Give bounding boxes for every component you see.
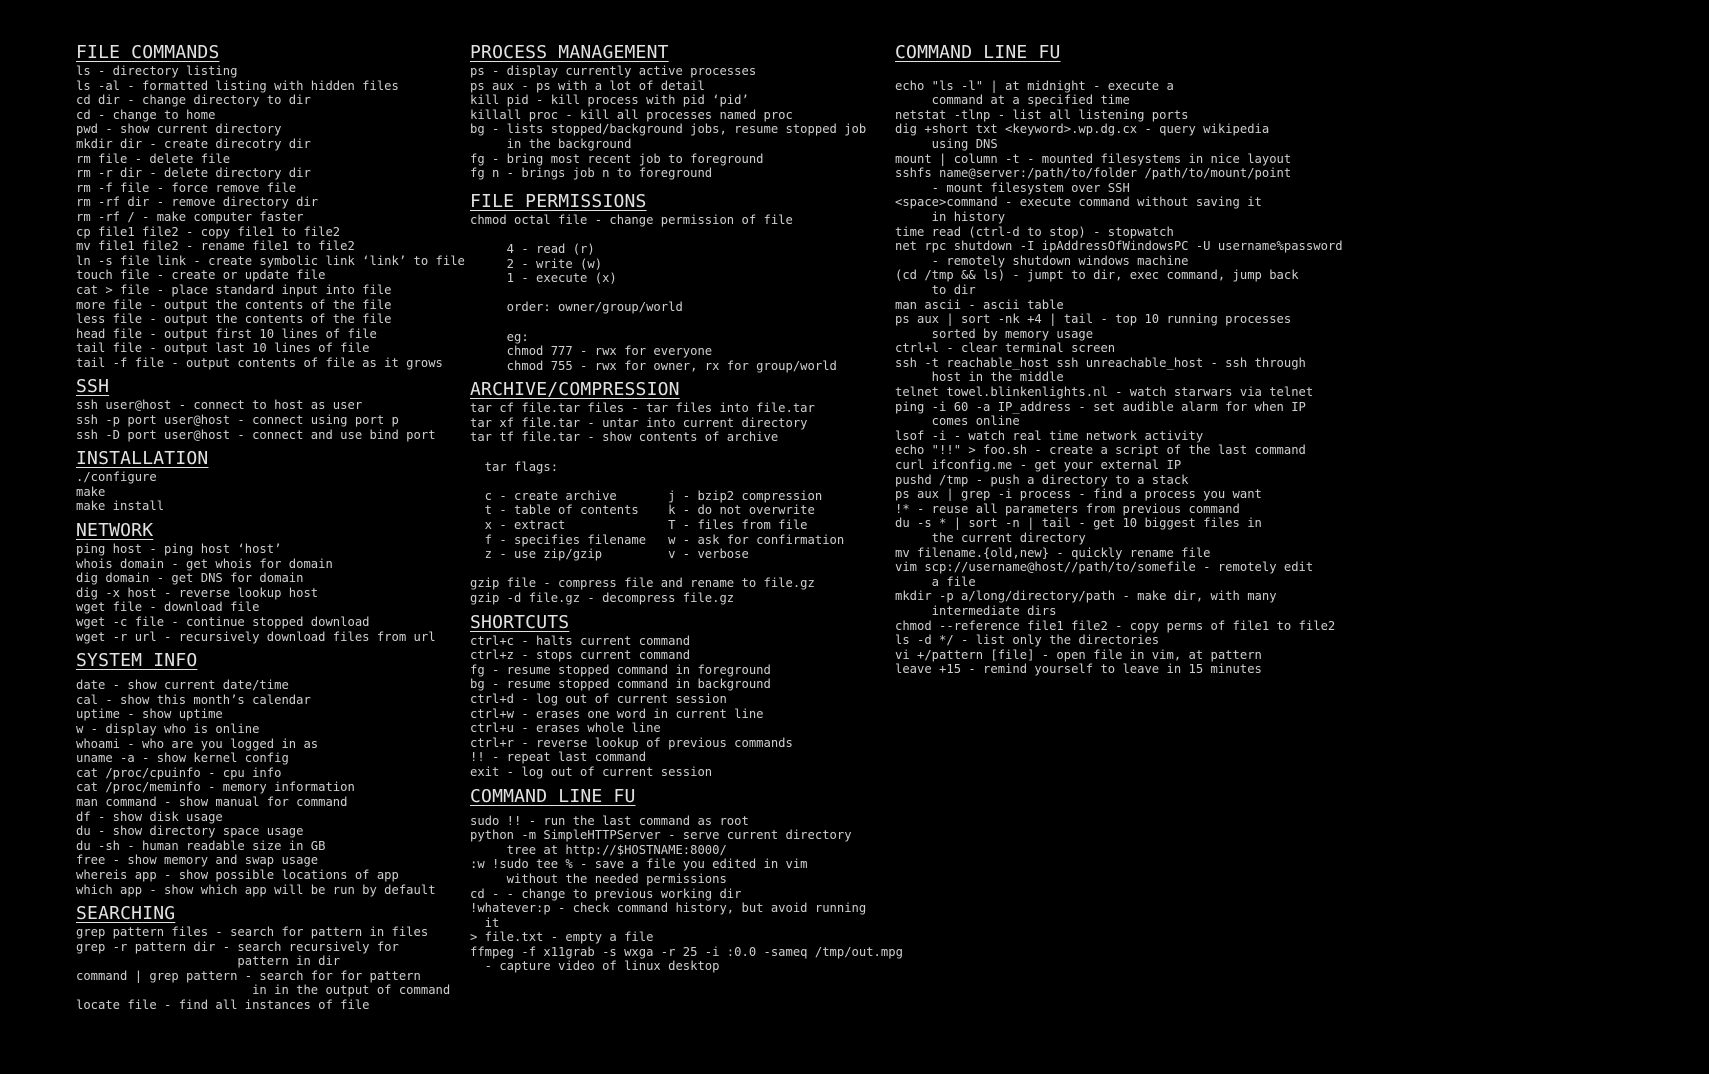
file-commands-heading: FILE COMMANDS: [76, 42, 220, 63]
text-line: :w !sudo tee % - save a file you edited in vim: [470, 857, 808, 872]
file-permissions-lines: [470, 213, 900, 374]
text-line: intermediate dirs: [895, 603, 1057, 618]
process-management-section: [470, 42, 900, 181]
column-right: [895, 42, 1455, 677]
text-line: gzip -d file.gz - decompress file.gz: [470, 591, 735, 605]
command-line-fu-section-middle: [470, 785, 903, 975]
text-line: [470, 474, 900, 489]
text-line: man ascii - ascii table: [895, 297, 1064, 312]
text-line: netstat -tlnp - list all listening ports: [895, 107, 1189, 122]
text-line: 2 - write (w): [470, 256, 603, 271]
text-line: ctrl+u - erases whole line: [470, 721, 661, 736]
text-line: time read (ctrl-d to stop) - stopwatch: [895, 224, 1174, 239]
ssh-lines: [76, 398, 466, 442]
text-line: it: [470, 915, 500, 930]
text-line: pushd /tmp - push a directory to a stack: [895, 472, 1189, 487]
text-line: du -sh - human readable size in GB: [76, 838, 326, 853]
text-line: mkdir dir - create direcotry dir: [76, 136, 311, 151]
text-line: tree at http://$HOSTNAME:8000/: [470, 842, 727, 857]
text-line: whois domain - get whois for domain: [76, 556, 333, 571]
text-line: in history: [895, 209, 1006, 224]
text-line: ssh -p port user@host - connect using port p: [76, 413, 399, 428]
ssh-section: [76, 376, 466, 442]
text-line: ps - display currently active processes: [470, 64, 757, 78]
text-line: comes online: [895, 414, 1020, 429]
command-line-fu-lines-middle: [470, 813, 903, 975]
text-line: ssh user@host - connect to host as user: [76, 398, 363, 413]
text-line: - mount filesystem over SSH: [895, 180, 1130, 195]
text-line: cd dir - change directory to dir: [76, 93, 311, 108]
text-line: chmod octal file - change permission of file: [470, 212, 793, 227]
text-line: ps aux - ps with a lot of detail: [470, 78, 705, 93]
text-line: tar cf file.tar files - tar files into file.tar: [470, 401, 815, 416]
text-line: make: [76, 484, 106, 499]
text-line: dig +short txt <keyword>.wp.dg.cx - query wikipedia: [895, 122, 1270, 137]
text-line: make install: [76, 499, 165, 514]
text-line: tail -f file - output contents of file as it grows: [76, 355, 443, 370]
text-line: cat /proc/cpuinfo - cpu info: [76, 765, 282, 780]
file-permissions-heading: FILE PERMISSIONS: [470, 190, 647, 212]
column-left: [76, 42, 466, 1013]
system-info-heading: SYSTEM INFO: [76, 650, 198, 672]
text-line: > file.txt - empty a file: [470, 930, 654, 945]
ssh-heading: SSH: [76, 376, 110, 398]
archive-heading: ARCHIVE/COMPRESSION: [470, 379, 680, 401]
text-line: chmod --reference file1 file2 - copy perms of file1 to file2: [895, 618, 1336, 633]
text-line: ps aux | sort -nk +4 | tail - top 10 running processes: [895, 312, 1292, 327]
text-line: head file - output first 10 lines of file: [76, 326, 377, 341]
command-line-fu-lines-right: [895, 64, 1455, 677]
text-line: cd - change to home: [76, 107, 216, 122]
text-line: echo "!!" > foo.sh - create a script of the last command: [895, 443, 1306, 458]
text-line: which app - show which app will be run by default: [76, 882, 436, 897]
text-line: !! - repeat last command: [470, 750, 647, 765]
text-line: wget file - download file: [76, 600, 260, 615]
text-line: c - create archive j - bzip2 compression: [470, 488, 823, 503]
text-line: to dir: [895, 282, 976, 297]
text-line: ssh -t reachable_host ssh unreachable_host - ssh through: [895, 355, 1306, 370]
network-lines: [76, 542, 466, 644]
text-line: - capture video of linux desktop: [470, 959, 720, 974]
text-line: mkdir -p a/long/directory/path - make dir, with many: [895, 589, 1277, 604]
text-line: cd - - change to previous working dir: [470, 886, 742, 901]
text-line: ls - directory listing: [76, 64, 238, 78]
text-line: vi +/pattern [file] - open file in vim, at pattern: [895, 647, 1262, 662]
archive-section: [470, 379, 900, 605]
text-line: sorted by memory usage: [895, 326, 1094, 341]
text-line: order: owner/group/world: [470, 300, 683, 315]
text-line: ctrl+w - erases one word in current line: [470, 706, 764, 721]
text-line: grep pattern files - search for pattern in files: [76, 925, 429, 940]
text-line: echo "ls -l" | at midnight - execute a: [895, 78, 1174, 93]
command-line-fu-section-right: [895, 42, 1455, 677]
file-permissions-section: [470, 191, 900, 374]
text-line: [470, 227, 900, 242]
text-line: (cd /tmp && ls) - jumpt to dir, exec command, jump back: [895, 268, 1299, 283]
process-management-lines: [470, 64, 900, 181]
command-line-fu-heading-middle: COMMAND LINE FU: [470, 785, 636, 807]
searching-lines: [76, 925, 466, 1013]
text-line: x - extract T - files from file: [470, 518, 808, 533]
text-line: [895, 64, 1455, 79]
text-line: [470, 286, 900, 301]
text-line: telnet towel.blinkenlights.nl - watch starwars via telnet: [895, 385, 1314, 400]
shortcuts-section: [470, 612, 900, 780]
text-line: rm file - delete file: [76, 151, 231, 166]
installation-lines: [76, 470, 466, 514]
archive-lines: [470, 401, 900, 605]
text-line: t - table of contents k - do not overwrite: [470, 503, 815, 518]
text-line: uname -a - show kernel config: [76, 751, 289, 766]
text-line: fg - resume stopped command in foreground: [470, 662, 771, 677]
text-line: dig domain - get DNS for domain: [76, 571, 304, 586]
text-line: ssh -D port user@host - connect and use bind port: [76, 427, 436, 442]
text-line: mv filename.{old,new} - quickly rename file: [895, 545, 1211, 560]
text-line: the current directory: [895, 531, 1086, 545]
text-line: ctrl+r - reverse lookup of previous commands: [470, 735, 793, 750]
system-info-lines: [76, 678, 466, 897]
text-line: ls -d */ - list only the directories: [895, 633, 1160, 648]
text-line: chmod 755 - rwx for owner, rx for group/world: [470, 358, 837, 373]
shortcuts-heading: SHORTCUTS: [470, 611, 570, 633]
text-line: cal - show this month’s calendar: [76, 692, 311, 707]
text-line: wget -c file - continue stopped download: [76, 615, 370, 629]
network-section: [76, 520, 466, 644]
text-line: du -s * | sort -n | tail - get 10 biggest files in: [895, 516, 1262, 531]
process-management-heading: PROCESS MANAGEMENT: [470, 42, 669, 63]
text-line: cp file1 file2 - copy file1 to file2: [76, 224, 341, 239]
text-line: cat /proc/meminfo - memory information: [76, 780, 355, 795]
text-line: sudo !! - run the last command as root: [470, 813, 749, 828]
text-line: eg:: [470, 329, 529, 344]
text-line: ctrl+z - stops current command: [470, 648, 691, 663]
text-line: bg - resume stopped command in background: [470, 677, 771, 692]
system-info-section: [76, 650, 466, 897]
text-line: 4 - read (r): [470, 241, 595, 256]
text-line: - remotely shutdown windows machine: [895, 253, 1189, 268]
text-line: mv file1 file2 - rename file1 to file2: [76, 239, 355, 254]
text-line: in in the output of command: [76, 983, 451, 998]
text-line: ctrl+l - clear terminal screen: [895, 341, 1116, 356]
searching-heading: SEARCHING: [76, 903, 176, 925]
text-line: pwd - show current directory: [76, 122, 282, 137]
text-line: grep -r pattern dir - search recursively for: [76, 939, 399, 954]
text-line: a file: [895, 574, 976, 589]
text-line: du - show directory space usage: [76, 824, 304, 839]
text-line: [470, 315, 900, 330]
text-line: in the background: [470, 136, 632, 151]
file-commands-lines: [76, 64, 466, 370]
text-line: host in the middle: [895, 370, 1064, 385]
text-line: without the needed permissions: [470, 871, 727, 886]
text-line: exit - log out of current session: [470, 764, 713, 779]
text-line: !* - reuse all parameters from previous command: [895, 501, 1240, 516]
text-line: [470, 445, 900, 460]
text-line: rm -rf / - make computer faster: [76, 209, 304, 224]
text-line: chmod 777 - rwx for everyone: [470, 344, 713, 359]
text-line: w - display who is online: [76, 721, 260, 736]
text-line: vim scp://username@host//path/to/somefile - remotely edit: [895, 560, 1314, 575]
text-line: tar xf file.tar - untar into current directory: [470, 415, 808, 430]
text-line: command | grep pattern - search for for pattern: [76, 968, 421, 983]
text-line: dig -x host - reverse lookup host: [76, 585, 319, 600]
text-line: rm -f file - force remove file: [76, 180, 297, 195]
installation-heading: INSTALLATION: [76, 448, 209, 470]
text-line: z - use zip/gzip v - verbose: [470, 547, 749, 562]
text-line: man command - show manual for command: [76, 794, 348, 809]
text-line: [470, 562, 900, 577]
text-line: ls -al - formatted listing with hidden files: [76, 78, 399, 93]
text-line: !whatever:p - check command history, but avoid running: [470, 901, 867, 916]
text-line: <space>command - execute command without saving it: [895, 195, 1262, 210]
text-line: tail file - output last 10 lines of file: [76, 341, 370, 356]
text-line: ln -s file link - create symbolic link ‘link’ to file: [76, 253, 465, 268]
text-line: lsof -i - watch real time network activity: [895, 428, 1204, 443]
text-line: leave +15 - remind yourself to leave in 15 minutes: [895, 662, 1262, 677]
text-line: less file - output the contents of the file: [76, 312, 392, 327]
installation-section: [76, 448, 466, 514]
text-line: curl ifconfig.me - get your external IP: [895, 458, 1182, 473]
text-line: ctrl+d - log out of current session: [470, 691, 727, 706]
text-line: whoami - who are you logged in as: [76, 736, 319, 751]
text-line: rm -rf dir - remove directory dir: [76, 195, 319, 210]
text-line: f - specifies filename w - ask for confirmation: [470, 532, 845, 547]
text-line: rm -r dir - delete directory dir: [76, 166, 311, 181]
text-line: sshfs name@server:/path/to/folder /path/to/mount/point: [895, 166, 1292, 181]
text-line: 1 - execute (x): [470, 271, 617, 286]
text-line: using DNS: [895, 136, 998, 151]
text-line: uptime - show uptime: [76, 707, 223, 722]
text-line: net rpc shutdown -I ipAddressOfWindowsPC -U username%password: [895, 239, 1343, 254]
text-line: ./configure: [76, 470, 157, 485]
text-line: command at a specified time: [895, 93, 1130, 108]
text-line: df - show disk usage: [76, 809, 223, 824]
text-line: tar flags:: [470, 459, 559, 474]
command-line-fu-heading-right: COMMAND LINE FU: [895, 42, 1061, 63]
text-line: ps aux | grep -i process - find a process you want: [895, 487, 1262, 502]
text-line: touch file - create or update file: [76, 268, 326, 283]
text-line: ping -i 60 -a IP_address - set audible alarm for when IP: [895, 399, 1306, 414]
text-line: bg - lists stopped/background jobs, resume stopped job: [470, 122, 867, 137]
column-middle: [470, 42, 903, 974]
text-line: killall proc - kill all processes named proc: [470, 107, 793, 122]
text-line: free - show memory and swap usage: [76, 853, 319, 868]
text-line: mount | column -t - mounted filesystems in nice layout: [895, 151, 1292, 166]
text-line: whereis app - show possible locations of app: [76, 867, 399, 882]
text-line: kill pid - kill process with pid ‘pid’: [470, 93, 749, 108]
text-line: cat > file - place standard input into file: [76, 282, 392, 297]
text-line: more file - output the contents of the file: [76, 297, 392, 312]
text-line: tar tf file.tar - show contents of archive: [470, 430, 779, 445]
text-line: python -m SimpleHTTPServer - serve current directory: [470, 828, 852, 843]
text-line: ping host - ping host ‘host’: [76, 542, 282, 557]
text-line: locate file - find all instances of file: [76, 998, 370, 1013]
file-commands-section: [76, 42, 466, 370]
text-line: gzip file - compress file and rename to file.gz: [470, 576, 815, 591]
network-heading: NETWORK: [76, 520, 154, 542]
text-line: wget -r url - recursively download files from url: [76, 629, 436, 644]
text-line: fg n - brings job n to foreground: [470, 166, 713, 181]
text-line: pattern in dir: [76, 954, 341, 969]
shortcuts-lines: [470, 634, 900, 780]
text-line: ctrl+c - halts current command: [470, 633, 691, 648]
searching-section: [76, 903, 466, 1013]
text-line: ffmpeg -f x11grab -s wxga -r 25 -i :0.0 -sameq /tmp/out.mpg: [470, 944, 903, 959]
text-line: date - show current date/time: [76, 678, 289, 693]
text-line: fg - bring most recent job to foreground: [470, 151, 764, 166]
